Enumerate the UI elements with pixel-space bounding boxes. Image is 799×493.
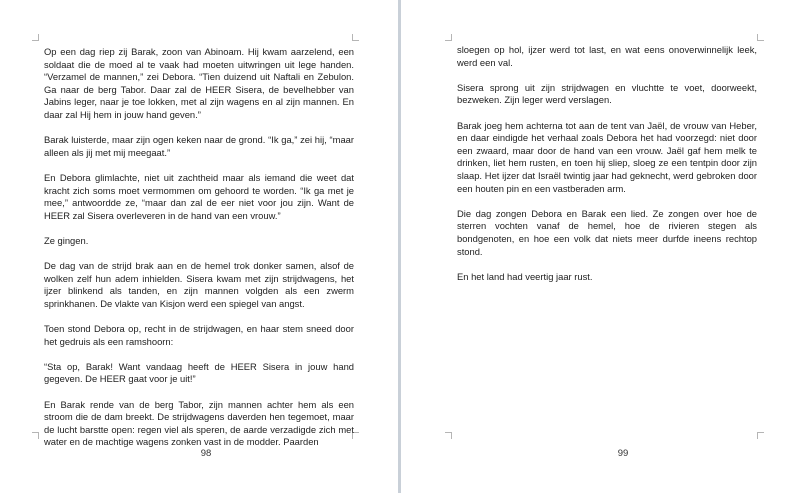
crop-mark [757, 432, 764, 439]
left-page-body[interactable] [44, 46, 354, 462]
paragraph: En Debora glimlachte, niet uit zachtheid maar als iemand die weet dat kracht zich soms moet vermommen om gehoord te worden. “Ik ga met je mee,” antwoordde ze, “maar dan zal de eer niet voor jou zijn. Want de HEER zal Sisera overleveren in de hand van een vrouw.” [44, 171, 354, 221]
crop-mark [32, 34, 39, 41]
page-number: 99 [617, 448, 629, 459]
paragraph: Ze gingen. [44, 234, 89, 246]
crop-mark [445, 432, 452, 439]
paragraph: sloegen op hol, ijzer werd tot last, en wat eens onoverwinnelijk leek, werd een val. [457, 44, 757, 68]
paragraph: Toen stond Debora op, recht in de strijdwagen, en haar stem sneed door het gedruis als een ramshoorn: [44, 323, 354, 347]
paragraph: En Barak rende van de berg Tabor, zijn mannen achter hem als een stroom die de dam breekt. De strijdwagens daverden hen tegemoet, maar de lucht barstte open: regen viel als speren, de aarde verzadigde zich met water en de machtige wagens zonken vast in de modder. Paarden [44, 398, 354, 448]
paragraph: En het land had veertig jaar rust. [457, 270, 593, 282]
crop-mark [352, 34, 359, 41]
paragraph: De dag van de strijd brak aan en de hemel trok donker samen, alsof de wolken zelf hun adem inhielden. Sisera kwam met zijn strijdwagens, het ijzer blinkend als tanden, en zijn mannen volgden als een zwerm sprinkhanen. De vlakte van Kisjon werd een spiegel van angst. [44, 260, 354, 309]
left-page [0, 0, 398, 493]
paragraph: “Sta op, Barak! Want vandaag heeft de HEER Sisera in jouw hand gegeven. De HEER gaat voor je uit!” [44, 360, 354, 385]
paragraph: Sisera sprong uit zijn strijdwagen en vluchtte te voet, doorweekt, bezweken. Zijn leger werd verslagen. [457, 81, 757, 106]
paragraph: Barak luisterde, maar zijn ogen keken naar de grond. “Ik ga,” zei hij, “maar alleen als jij met mij meegaat.” [44, 134, 354, 158]
crop-mark [757, 34, 764, 41]
crop-mark [32, 432, 39, 439]
right-page-body[interactable] [457, 44, 757, 296]
right-page [401, 0, 799, 493]
paragraph: Op een dag riep zij Barak, zoon van Abinoam. Hij kwam aarzelend, een soldaat die de moed al te vaak had moeten uitwringen uit lege handen. “Verzamel de mannen,” zei Debora. “Tien duizend uit Naftali en Zebulon. Ga naar de berg Tabor. Daar zal de HEER Sisera, de bevelhebber van Jabins leger, naar je toe lokken, met al zijn wagens en al zijn mannen. En daar zal Hij hem in jouw hand geven.” [44, 46, 354, 120]
paragraph: Barak joeg hem achterna tot aan de tent van Jaël, de vrouw van Heber, en daar eindigde het verhaal zoals Debora het had voorzegd: niet door een zwaard, maar door de hand van een vrouw. Jaël gaf hem melk te drinken, liet hem rusten, en toen hij sliep, sloeg ze een tentpin door zijn slaap. Het ijzer dat Israël twintig jaar had geknecht, werd gebroken door een houten pin en een vastberaden arm. [457, 119, 757, 194]
page-number: 98 [200, 448, 212, 459]
paragraph: Die dag zongen Debora en Barak een lied. Ze zongen over hoe de sterren vochten vanaf de hemel, hoe de rivieren stegen als bondgenoten, en hoe een volk dat niets meer durfde ineens rechtop stond. [457, 207, 757, 257]
crop-mark [445, 34, 452, 41]
